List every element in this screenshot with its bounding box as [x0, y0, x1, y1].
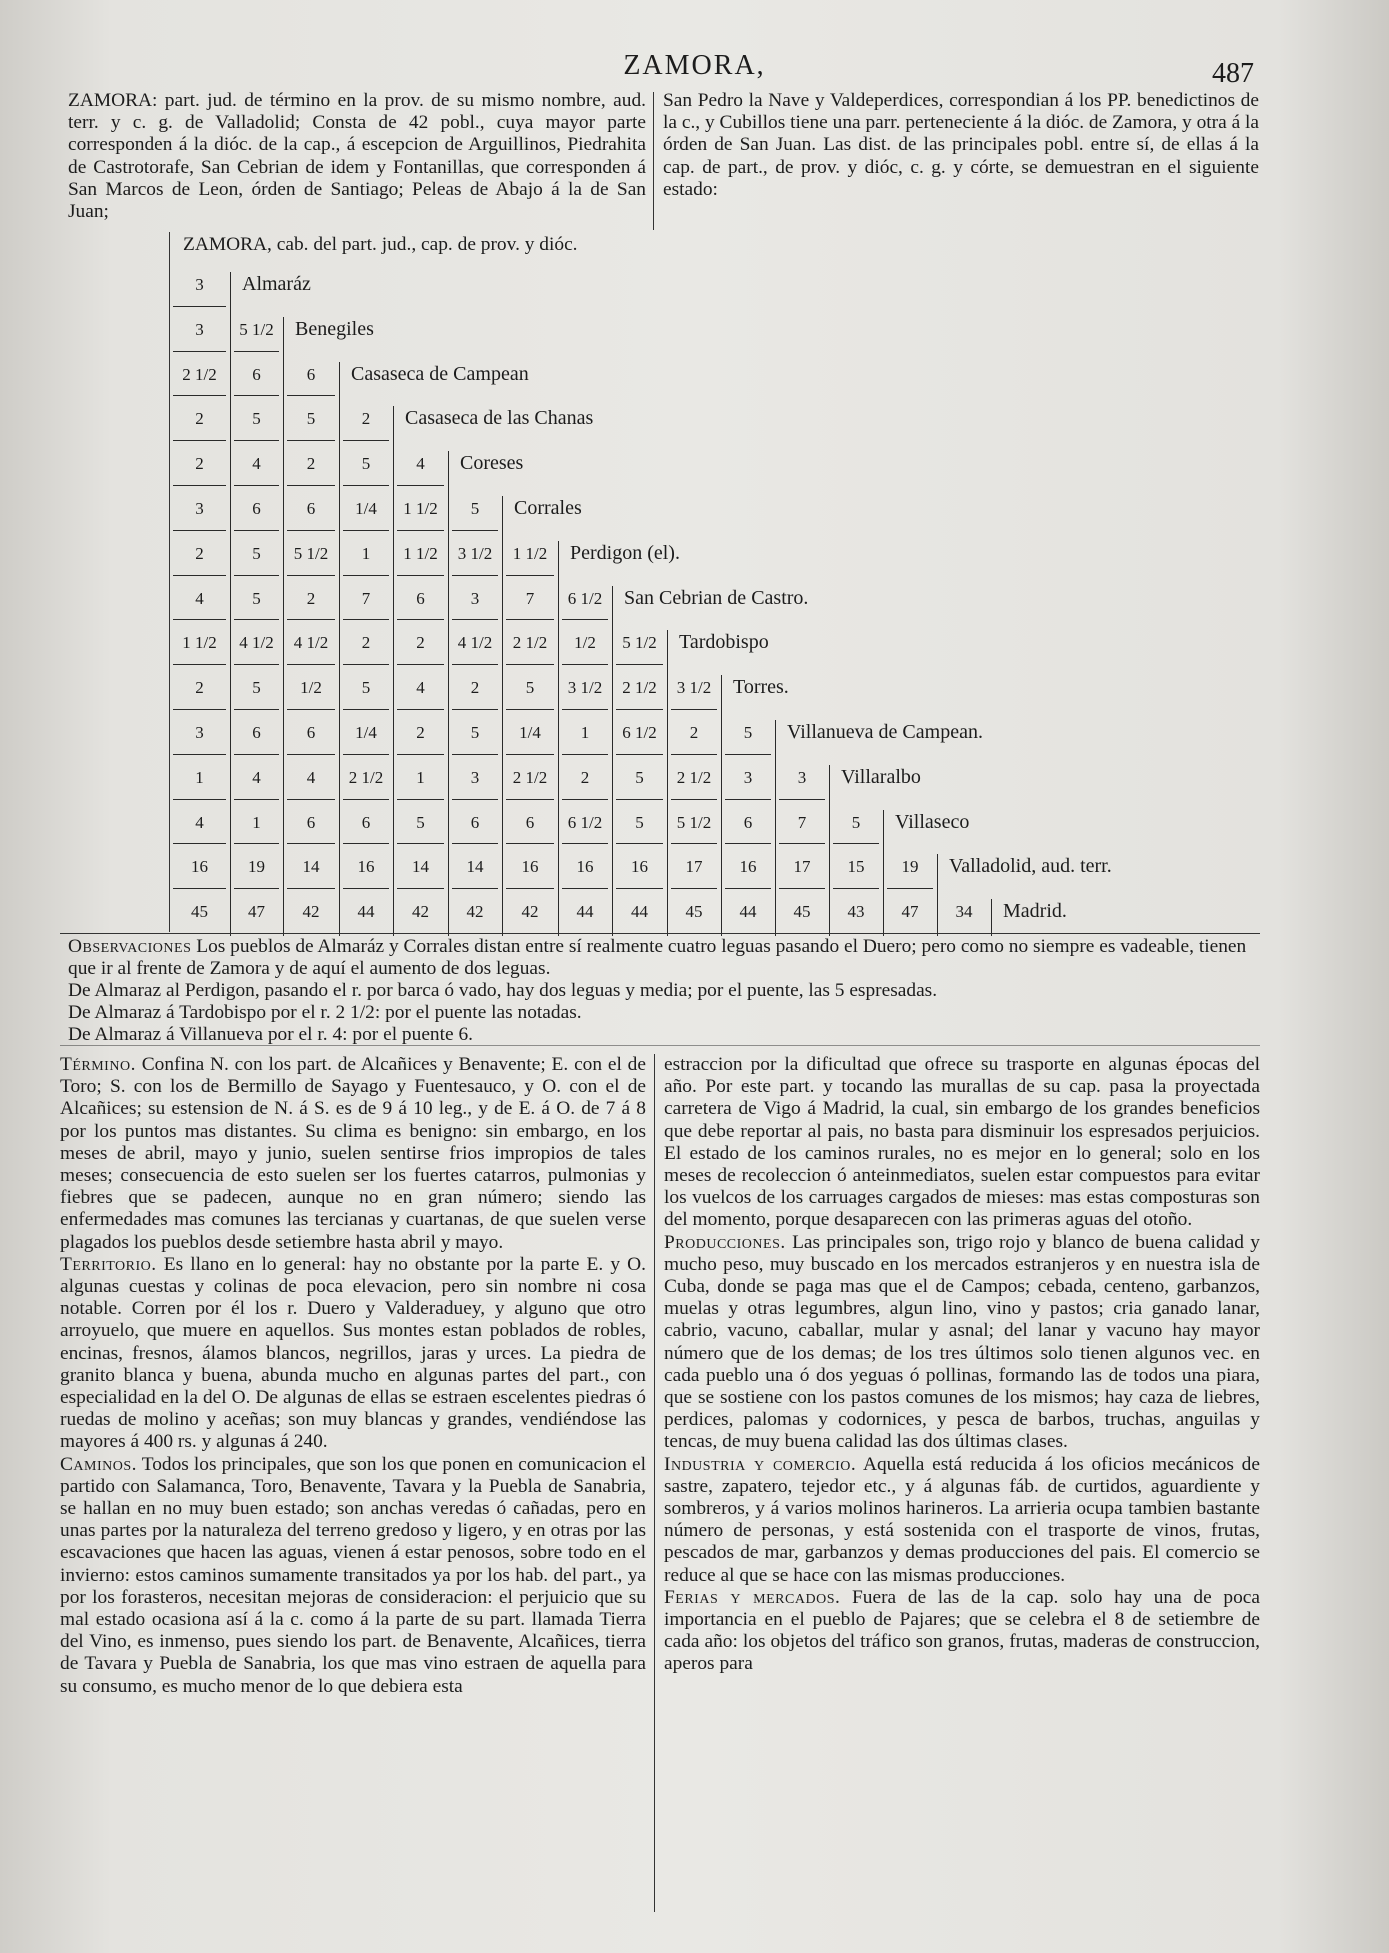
distance-cell: 4: [416, 678, 425, 698]
distance-cell-rule: [506, 888, 554, 889]
distance-cell: 1/2: [300, 678, 322, 698]
distance-cell: 2: [361, 633, 371, 653]
distance-cell-rule: [234, 709, 279, 710]
distance-cell: 44: [576, 902, 594, 922]
distance-cell: 17: [793, 857, 811, 877]
distance-cell-rule: [343, 799, 389, 800]
distance-cell-rule: [779, 843, 825, 844]
distance-cell-rule: [833, 843, 879, 844]
distance-cell-rule: [562, 888, 608, 889]
distance-cell: 1 1/2: [182, 633, 217, 653]
distance-cell-rule: [173, 843, 226, 844]
distance-cell: 2 1/2: [622, 678, 657, 698]
distance-table-head: ZAMORA, cab. del part. jud., cap. de prov. y dióc.: [183, 234, 578, 255]
distance-cell: 6 1/2: [622, 723, 657, 742]
distance-cell: 2: [306, 588, 316, 608]
distance-cell: 4: [195, 812, 204, 832]
distance-cell-rule: [562, 799, 608, 800]
distance-cell: 2 1/2: [182, 364, 217, 384]
right-para-ferias: [664, 1587, 1260, 1676]
distance-cell: 6 1/2: [567, 588, 603, 608]
distance-cell: 44: [357, 902, 375, 922]
distance-cell: 2: [306, 454, 316, 474]
distance-cell-rule: [671, 888, 717, 889]
distance-cell-rule: [234, 530, 279, 531]
distance-cell-rule: [833, 888, 879, 889]
distance-cell-rule: [173, 619, 226, 620]
distance-cell: 6: [361, 812, 371, 832]
distance-cell-rule: [343, 843, 389, 844]
distance-cell-rule: [452, 664, 498, 665]
distance-cell-rule: [671, 843, 717, 844]
left-para-caminos-label: Caminos.: [60, 1453, 138, 1475]
distance-cell: 5: [252, 678, 261, 698]
distance-cell-rule: [287, 888, 335, 889]
distance-cell-rule: [397, 843, 444, 844]
distance-cell: 4: [195, 588, 204, 608]
distance-step-rule: [937, 854, 938, 936]
left-para-caminos: [60, 1454, 646, 1698]
distance-cell: 45: [793, 902, 811, 922]
distance-cell: 19: [901, 857, 919, 877]
distance-cell-rule: [397, 619, 444, 620]
distance-cell-rule: [287, 395, 335, 396]
distance-cell: 2: [470, 678, 480, 698]
distance-cell-rule: [506, 619, 554, 620]
distance-cell-rule: [397, 799, 444, 800]
distance-cell-rule: [173, 799, 226, 800]
distance-cell: 6: [306, 812, 316, 832]
distance-cell: 14: [466, 857, 484, 877]
distance-step-rule: [991, 899, 992, 936]
left-para-territorio-text: Es llano en lo general: hay no obstante por la parte E. y O. algunas cuestas y colinas de poca elevacion, pero sin nombre ni cosa notable. Corren por él los r. Duero y Valderaduey, y alguno que otro arroyuelo, que muere en aquellos. Sus montes estan poblados de robles, encinas, fresnos, álamos blancos, negrillos, jaras y urces. La piedra de granito blanca y buena, abunda mucho en algunas partes del part., con especialidad en la del O. De algunas de ellas se estraen escelentes piedras ó ruedas de molino y aceñas; son muy blancas y grandes, vendiéndose las mayores á 400 rs. y algunas á 240.: [60, 1253, 646, 1453]
distance-cell-rule: [173, 395, 226, 396]
distance-cell-rule: [506, 843, 554, 844]
distance-cell-rule: [616, 709, 663, 710]
distance-cell-rule: [616, 888, 663, 889]
distance-cell: 2: [416, 633, 425, 653]
distance-cell: 2: [580, 767, 590, 787]
distance-cell-rule: [234, 754, 279, 755]
distance-cell-rule: [779, 888, 825, 889]
right-para-industria: [664, 1454, 1260, 1587]
distance-cell: 1: [195, 767, 204, 787]
observations-line2: De Almaraz al Perdigon, pasando el r. por barca ó vado, hay dos leguas y media; por el puente, las 5 espresadas.: [68, 980, 938, 1001]
distance-cell: 2: [195, 678, 204, 698]
distance-cell: 1/4: [519, 723, 541, 742]
distance-cell: 6: [470, 812, 480, 832]
distance-town-name: Perdigon (el).: [570, 541, 680, 564]
distance-cell-rule: [397, 754, 444, 755]
distance-cell: 6: [252, 364, 261, 384]
right-para-industria-label: Industria y comercio.: [664, 1453, 857, 1475]
intro-left-text: ZAMORA: part. jud. de término en la prov. de su mismo nombre, aud. terr. y c. g. de Valladolid; Consta de 42 pobl., cuya mayor parte corresponden á la dióc. de la cap., á escepcion de Arguillinos, Piedrahita de Castrotorafe, San Cebrian de idem y Fontanillas, que corresponden á San Marcos de Leon, órden de Santiago; Peleas de Abajo á la de San Juan;: [68, 90, 646, 223]
distance-cell-rule: [887, 888, 933, 889]
distance-cell-rule: [452, 709, 498, 710]
distance-cell: 42: [521, 902, 539, 922]
distance-cell-rule: [506, 664, 554, 665]
left-para-termino: [60, 1054, 646, 1254]
distance-cell-rule: [173, 888, 226, 889]
distance-cell: 6: [743, 812, 753, 832]
distance-town-name: Benegiles: [295, 317, 374, 340]
observations: [68, 936, 1258, 1046]
observations-line3: De Almaraz á Tardobispo por el r. 2 1/2: por el puente las notadas.: [68, 1002, 582, 1023]
right-para-producciones: [664, 1232, 1260, 1454]
distance-cell-rule: [452, 530, 498, 531]
distance-cell: 1/4: [355, 723, 377, 742]
distance-cell-rule: [234, 575, 279, 576]
distance-cell-rule: [779, 799, 825, 800]
right-para-producciones-text: Las principales son, trigo rojo y blanco de buena calidad y mucho peso, muy buscado en los mercados estranjeros y en nuestra isla de Cuba, donde se paga mas que el de Campos; cebada, centeno, garbanzos, muelas y otras legumbres, algun lino, vino y pastos; cria ganado lanar, cabrio, vacuno, caballar, mular y asnal; del lanar y vacuno hay mayor número que de los demas; de los tres últimos solo tienen algunos vec. en cada pueblo una ó dos yeguas ó pollinas, formando las de todos una piara, que se sostiene con los pastos comunes de los mismos; hay caza de liebres, perdices, palomas y codornices, y pesca de barbos, truchas, anguilas y tencas, de muy buena calidad las dos últimas clases.: [664, 1231, 1260, 1453]
distance-cell-rule: [506, 709, 554, 710]
distance-cell: 47: [901, 902, 919, 922]
distance-cell: 1 1/2: [403, 543, 438, 563]
distance-cell-rule: [562, 843, 608, 844]
distance-cell: 1/4: [355, 499, 377, 518]
distance-cell: 6: [306, 723, 316, 742]
distance-cell: 2: [195, 543, 204, 563]
distance-cell: 3 1/2: [457, 543, 493, 563]
distance-town-name: Casaseca de las Chanas: [405, 407, 594, 430]
distance-cell-rule: [397, 575, 444, 576]
distance-cell: 1: [361, 543, 371, 563]
distance-cell-rule: [452, 843, 498, 844]
distance-cell-rule: [397, 664, 444, 665]
distance-cell: 5 1/2: [239, 319, 274, 339]
distance-cell-rule: [452, 888, 498, 889]
distance-cell: 2 1/2: [512, 767, 548, 787]
distance-town-name: Corrales: [514, 497, 582, 519]
distance-cell-rule: [173, 306, 226, 307]
distance-cell-rule: [725, 799, 771, 800]
distance-cell-rule: [616, 843, 663, 844]
distance-cell: 5: [252, 409, 261, 429]
distance-cell: 3: [195, 319, 204, 339]
distance-cell: 2 1/2: [348, 767, 384, 787]
distance-cell: 4 1/2: [239, 633, 274, 653]
distance-cell-rule: [343, 575, 389, 576]
distance-cell: 6: [306, 364, 316, 384]
observations-label: Observaciones: [68, 936, 192, 957]
distance-cell: 5: [470, 723, 480, 742]
distance-cell: 3: [470, 588, 480, 608]
distance-cell: 2: [195, 409, 204, 429]
distance-cell: 44: [631, 902, 648, 922]
distance-cell: 17: [685, 857, 703, 877]
observations-rule: [60, 933, 1260, 934]
distance-cell: 42: [466, 902, 484, 922]
distance-cell-rule: [725, 754, 771, 755]
distance-town-name: Villanueva de Campean.: [787, 721, 983, 743]
distance-cell: 16: [191, 857, 208, 877]
distance-cell: 7: [525, 588, 535, 608]
distance-town-name: Almaráz: [242, 273, 311, 295]
distance-town-name: Villaralbo: [841, 765, 921, 788]
distance-cell-rule: [397, 888, 444, 889]
distance-town-name: Coreses: [460, 452, 524, 475]
distance-cell: 16: [631, 857, 648, 877]
distance-cell: 1 1/2: [403, 499, 438, 518]
distance-cell: 2: [416, 723, 425, 742]
distance-cell: 4: [252, 767, 261, 787]
distance-cell: 2: [195, 454, 204, 474]
distance-cell-rule: [173, 709, 226, 710]
distance-town-name: Madrid.: [1003, 900, 1067, 923]
distance-cell-rule: [173, 530, 226, 531]
distance-cell-rule: [287, 709, 335, 710]
distance-cell-rule: [725, 843, 771, 844]
observations-text1: Los pueblos de Almaráz y Corrales distan entre sí realmente cuatro leguas pasando el Duero; pero como no siempre es vadeable, tienen que ir al frente de Zamora y de aquí el aumento de dos leguas.: [68, 936, 1247, 979]
distance-cell: 5: [743, 723, 753, 742]
distance-cell-rule: [287, 664, 335, 665]
distance-cell: 3: [470, 767, 480, 787]
column-divider: [654, 1054, 655, 1912]
distance-town-name: Villaseco: [895, 810, 970, 833]
distance-cell: 5: [416, 812, 425, 832]
distance-cell: 5: [525, 678, 535, 698]
distance-cell-rule: [287, 799, 335, 800]
distance-cell: 6: [306, 499, 316, 518]
distance-cell-rule: [562, 664, 608, 665]
distance-cell-rule: [234, 664, 279, 665]
distance-cell-rule: [397, 485, 444, 486]
distance-cell-rule: [506, 575, 554, 576]
distance-cell-rule: [234, 485, 279, 486]
distance-cell: 45: [191, 902, 208, 922]
distance-cell: 14: [302, 857, 320, 877]
right-para-producciones-label: Producciones.: [664, 1231, 786, 1253]
right-para-ferias-label: Ferias y mercados.: [664, 1586, 841, 1608]
distance-cell: 5: [635, 812, 644, 832]
distance-cell: 45: [685, 902, 703, 922]
distance-cell-rule: [452, 619, 498, 620]
distance-step-rule: [721, 675, 722, 936]
distance-cell-rule: [343, 530, 389, 531]
distance-cell-rule: [234, 395, 279, 396]
distance-town-name: Tardobispo: [679, 631, 769, 654]
distance-cell: 16: [521, 857, 539, 877]
distance-cell-rule: [234, 843, 279, 844]
left-column: [60, 1054, 646, 1698]
distance-cell-rule: [671, 709, 717, 710]
distance-cell: 1: [416, 767, 425, 787]
distance-cell: 4 1/2: [457, 633, 493, 653]
distance-cell: 16: [739, 857, 757, 877]
distance-cell-rule: [173, 754, 226, 755]
distance-cell: 43: [847, 902, 865, 922]
distance-cell: 5: [306, 409, 316, 429]
distance-cell: 7: [361, 588, 371, 608]
distance-cell-rule: [397, 530, 444, 531]
distance-cell-rule: [452, 575, 498, 576]
distance-cell: 5: [635, 767, 644, 787]
page-title: ZAMORA,: [623, 50, 766, 81]
distance-cell-rule: [234, 619, 279, 620]
distance-cell-rule: [616, 799, 663, 800]
distance-cell-rule: [671, 754, 717, 755]
distance-cell: 4: [416, 454, 425, 474]
intro-left: [68, 90, 646, 223]
distance-cell: 5: [252, 543, 261, 563]
distance-cell-rule: [562, 619, 608, 620]
distance-cell: 34: [955, 902, 973, 922]
distance-cell: 5: [361, 678, 371, 698]
distance-cell-rule: [616, 754, 663, 755]
distance-cell: 6 1/2: [567, 812, 603, 832]
distance-cell-rule: [397, 709, 444, 710]
distance-cell: 1 1/2: [512, 543, 548, 563]
distance-cell-rule: [173, 440, 226, 441]
distance-cell-rule: [343, 619, 389, 620]
distance-cell: 16: [576, 857, 594, 877]
distance-cell: 5: [470, 499, 480, 518]
right-column: [664, 1054, 1260, 1676]
distance-cell: 6: [525, 812, 535, 832]
distance-cell-rule: [173, 664, 226, 665]
left-para-termino-label: Término.: [60, 1054, 136, 1075]
distance-cell: 4: [306, 767, 316, 787]
distance-cell: 3: [743, 767, 753, 787]
page-number: 487: [1212, 58, 1254, 89]
distance-cell-rule: [234, 351, 279, 352]
distance-cell-rule: [343, 888, 389, 889]
distance-cell: 5 1/2: [293, 543, 329, 563]
distance-cell-rule: [562, 709, 608, 710]
distance-cell-rule: [616, 664, 663, 665]
distance-cell-rule: [287, 575, 335, 576]
distance-cell-rule: [343, 440, 389, 441]
intro-right-text: San Pedro la Nave y Valdeperdices, correspondian á los PP. benedictinos de la c., y Cubillos tiene una parr. perteneciente á la dióc. de Zamora, y otra á la órden de San Juan. Las dist. de las principales pobl. entre sí, de ellas á la cap. de part., de prov. y dióc, c. g. y córte, se demuestran en el siguiente estado:: [663, 90, 1260, 200]
distance-cell-rule: [287, 485, 335, 486]
distance-cell: 6: [252, 499, 261, 518]
distance-cell: 3: [797, 767, 807, 787]
left-para-caminos-text: Todos los principales, que son los que ponen en comunicacion el partido con Salamanca, Toro, Benavente, Tavara y la Puebla de Sanabria, se hallan en no muy buen estado; son anchas veredas ó cañadas, pero en unas partes por la naturaleza del terreno gredoso y ligero, y en otras por las escavaciones que hacen las aguas, vienen á estar penosos, sobre todo en el invierno: estos caminos sumamente transitados ya por los hab. del part., ya por los forasteros, necesitan mejoras de consideracion: el perjuicio que su mal estado ocasiona así á la c. como á la parte de su part. llamada Tierra del Vino, es inmenso, pues siendo los part. de Benavente, Alcañices, tierra de Tavara y Puebla de Sanabria, los que mas vino estraen de aquella para su consumo, es mucho menor de lo que debiera esta: [60, 1453, 646, 1697]
distance-cell: 1/2: [574, 633, 596, 653]
distance-cell: 3: [195, 499, 204, 518]
distance-cell: 5 1/2: [622, 633, 657, 653]
distance-cell: 5: [851, 812, 861, 832]
distance-cell-rule: [562, 754, 608, 755]
left-para-territorio-label: Territorio.: [60, 1253, 157, 1275]
distance-cell-rule: [671, 799, 717, 800]
left-para-termino-text: Confina N. con los part. de Alcañices y Benavente; E. con el de Toro; S. con los de Bermillo de Sayago y Fuentesauco, y O. con el de Alcañices; su estension de N. á S. es de 9 á 10 leg., y de E. á O. de 7 á 8 por los puntos mas distantes. Su clima es benigno: sin embargo, en los meses de abril, mayo y junio, suelen sentirse frios impropios de tales meses; consecuencia de esto suelen ser los fuertes catarros, pulmonias y fiebres que se padecen, aunque no en gran número; siendo las enfermedades mas comunes las tercianas y cuartanas, de que suelen verse plagados los pueblos desde setiembre hasta abril y mayo.: [60, 1054, 646, 1253]
distance-cell-rule: [173, 351, 226, 352]
distance-cell-rule: [173, 575, 226, 576]
distance-cell-rule: [173, 485, 226, 486]
right-para-industria-text: Aquella está reducida á los oficios mecánicos de sastre, zapatero, tejedor etc., y á algunas fáb. de curtidos, aguardiente y sombreros, y á varios molinos harineros. La arrieria ocupa tambien bastante número de personas, y está sostenida con el trasporte de vinos, frutas, pescados de mar, garbanzos y demas producciones del pais. El comercio se reduce al que se hace con las mismas producciones.: [664, 1453, 1260, 1586]
distance-cell: 44: [739, 902, 757, 922]
right-para-estraccion-text: estraccion por la dificultad que ofrece su trasporte en algunas épocas del año. Por este part. y tocando las murallas de su cap. pasa la proyectada carretera de Vigo á Madrid, la cual, sin embargo de los grandes beneficios que debe reportar al pais, no basta para disminuir los espresados perjuicios. El estado de los caminos rurales, no es mejor en lo general; solo en los meses de recoleccion ó anteinmediatos, suelen estar compuestos para evitar los vuelcos de los carruages cargados de mieses: mas estas composturas son del momento, porque desaparecen con las primeras aguas del otoño.: [664, 1054, 1260, 1231]
distance-cell: 3: [195, 723, 204, 742]
distance-cell-rule: [287, 754, 335, 755]
distance-town-name: San Cebrian de Castro.: [624, 586, 809, 609]
distance-cell-rule: [234, 440, 279, 441]
distance-cell-rule: [506, 754, 554, 755]
distance-town-name: Valladolid, aud. terr.: [949, 855, 1112, 878]
distance-cell: 4 1/2: [293, 633, 329, 653]
distance-cell-rule: [343, 754, 389, 755]
section-rule: [60, 1045, 1260, 1046]
distance-cell: 6: [252, 723, 261, 742]
right-para-ferias-text: Fuera de las de la cap. solo hay una de poca importancia en el pueblo de Pajares; que se celebra el 8 de setiembre de cada año: los objetos del tráfico son granos, frutas, maderas de construccion, aperos para: [664, 1586, 1260, 1675]
distance-cell: 47: [248, 902, 265, 922]
distance-cell-rule: [452, 799, 498, 800]
distance-cell: 7: [797, 812, 807, 832]
distance-cell: 5: [361, 454, 371, 474]
distance-cell: 19: [248, 857, 265, 877]
distance-cell-rule: [287, 440, 335, 441]
distance-cell: 15: [847, 857, 865, 877]
intro-divider: [653, 92, 654, 230]
distance-cell: 42: [412, 902, 429, 922]
distance-cell: 2 1/2: [676, 767, 712, 787]
distance-town-name: Torres.: [733, 676, 789, 699]
distance-cell: 2: [361, 409, 371, 429]
distance-town-name: Casaseca de Campean: [351, 362, 529, 385]
distance-cell-rule: [506, 799, 554, 800]
distance-cell: 3: [195, 275, 204, 294]
right-para-estraccion: [664, 1054, 1260, 1232]
distance-cell: 4: [252, 454, 261, 474]
distance-cell: 16: [357, 857, 375, 877]
distance-cell-rule: [287, 530, 335, 531]
distance-cell-rule: [234, 799, 279, 800]
distance-cell-rule: [343, 709, 389, 710]
distance-cell: 2 1/2: [512, 633, 548, 653]
distance-cell: 5: [252, 588, 261, 608]
distance-cell: 14: [412, 857, 429, 877]
distance-cell: 3 1/2: [676, 678, 712, 698]
left-para-territorio: [60, 1254, 646, 1454]
distance-cell: 42: [302, 902, 320, 922]
distance-cell-rule: [234, 888, 279, 889]
distance-cell-rule: [287, 619, 335, 620]
observations-line1: [68, 936, 1258, 980]
distance-cell-rule: [343, 664, 389, 665]
distance-cell: 5 1/2: [676, 812, 712, 832]
distance-cell: 6: [416, 588, 425, 608]
distance-cell: 3 1/2: [567, 678, 603, 698]
observations-line4: De Almaraz á Villanueva por el r. 4: por el puente 6.: [68, 1024, 474, 1045]
distance-cell: 1: [252, 812, 261, 832]
intro-right: [663, 90, 1259, 201]
distance-cell-rule: [287, 843, 335, 844]
distance-cell: 1: [580, 723, 590, 742]
distance-cell-rule: [343, 485, 389, 486]
distance-cell: 2: [689, 723, 699, 742]
distance-cell-rule: [725, 888, 771, 889]
distance-cell-rule: [452, 754, 498, 755]
